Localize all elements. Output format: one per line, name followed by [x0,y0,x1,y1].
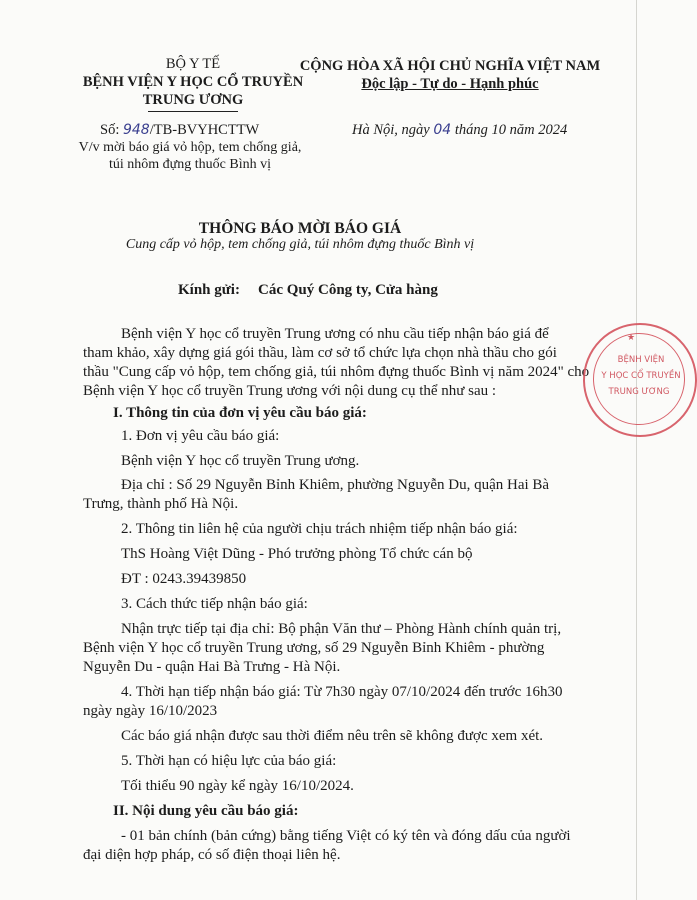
document-body [83,325,618,865]
date-suffix: tháng 10 năm 2024 [454,122,568,138]
motto: Độc lập - Tự do - Hạnh phúc [361,76,539,92]
document-subject [55,139,325,173]
item5-label: 5. Thời hạn có hiệu lực của báo giá: [121,753,337,769]
item4-line1: 4. Thời hạn tiếp nhận báo giá: Từ 7h30 ngày 07/10/2024 đến trước 16h30 [121,684,563,700]
subject-line1: V/v mời báo giá vỏ hộp, tem chống giả, [78,140,302,155]
document-title: THÔNG BÁO MỜI BÁO GIÁ [198,220,402,237]
page-edge-line [636,0,637,900]
document-number [100,121,259,139]
requirement-line2: đại diện hợp pháp, có số điện thoại liên hệ. [83,847,341,863]
date-day-handwritten: 04 [433,122,452,138]
recipient-label: Kính gửi: [178,282,240,298]
date-line [352,121,567,139]
section2-heading: II. Nội dung yêu cầu báo giá: [113,803,299,819]
doc-number-handwritten: 948 [122,122,150,138]
intro-line4: Bệnh viện Y học cổ truyền Trung ương với nội dung cụ thể như sau : [83,383,497,399]
receive-line2: Bệnh viện Y học cổ truyền Trung ương, số 29 Nguyễn Bỉnh Khiêm - phường [83,640,545,656]
late-note: Các báo giá nhận được sau thời điểm nêu trên sẽ không được xem xét. [121,728,544,744]
doc-number-prefix: Số: [100,122,120,138]
hospital-stamp [583,323,697,437]
country-name: CỘNG HÒA XÃ HỘI CHỦ NGHĨA VIỆT NAM [299,58,601,74]
phone-number: ĐT : 0243.39439850 [121,571,247,587]
receive-line1: Nhận trực tiếp tại địa chỉ: Bộ phận Văn thư – Phòng Hành chính quản trị, [121,621,562,637]
doc-number-suffix: /TB-BVYHCTTW [149,122,260,138]
stamp-text-line1: BỆNH VIỆN [617,355,665,365]
subject-line2: túi nhôm đựng thuốc Bình vị [109,157,271,172]
requirement-line1: - 01 bản chính (bản cứng) bằng tiếng Việt có ký tên và đóng dấu của người [121,828,571,844]
recipient-value: Các Quý Công ty, Cửa hàng [258,282,438,298]
item2-label: 2. Thông tin liên hệ của người chịu trách nhiệm tiếp nhận báo giá: [121,521,518,537]
ministry-name: BỘ Y TẾ [165,56,221,72]
item5-value: Tối thiểu 90 ngày kể ngày 16/10/2024. [121,778,354,794]
document-subtitle: Cung cấp vỏ hộp, tem chống giả, túi nhôm đựng thuốc Bình vị [125,237,475,252]
item4-line2: ngày ngày 16/10/2023 [83,703,218,719]
date-prefix: Hà Nội, ngày [352,122,430,138]
contact-person: ThS Hoàng Việt Dũng - Phó trưởng phòng Tổ chức cán bộ [121,546,473,562]
address-line1: Địa chỉ : Số 29 Nguyễn Bỉnh Khiêm, phường Nguyễn Du, quận Hai Bà [121,477,550,493]
item1-label: 1. Đơn vị yêu cầu báo giá: [121,428,280,444]
header-left-underline [148,111,238,112]
stamp-text-line3: TRUNG ƯƠNG [608,387,670,397]
stamp-star-icon: ★ [627,333,636,343]
hospital-name-line1: BỆNH VIỆN Y HỌC CỔ TRUYỀN [82,74,304,90]
intro-line1: Bệnh viện Y học cổ truyền Trung ương có nhu cầu tiếp nhận báo giá để [121,326,549,342]
header-right [285,57,615,93]
address-line2: Trưng, thành phố Hà Nội. [83,496,239,512]
receive-line3: Nguyễn Du - quận Hai Bà Trưng - Hà Nội. [83,659,341,675]
section1-heading: I. Thông tin của đơn vị yêu cầu báo giá: [113,405,367,421]
intro-line2: tham khảo, xây dựng giá gói thầu, làm cơ sở tổ chức lựa chọn nhà thầu cho gói [83,345,557,361]
hospital-name-line2: TRUNG ƯƠNG [142,92,244,108]
item3-label: 3. Cách thức tiếp nhận báo giá: [121,596,308,612]
item1-value: Bệnh viện Y học cổ truyền Trung ương. [121,453,360,469]
intro-line3: thầu "Cung cấp vỏ hộp, tem chống giả, túi nhôm đựng thuốc Bình vị năm 2024" cho [83,364,590,380]
stamp-text-line2: Y HỌC CỔ TRUYỀN [601,371,681,381]
